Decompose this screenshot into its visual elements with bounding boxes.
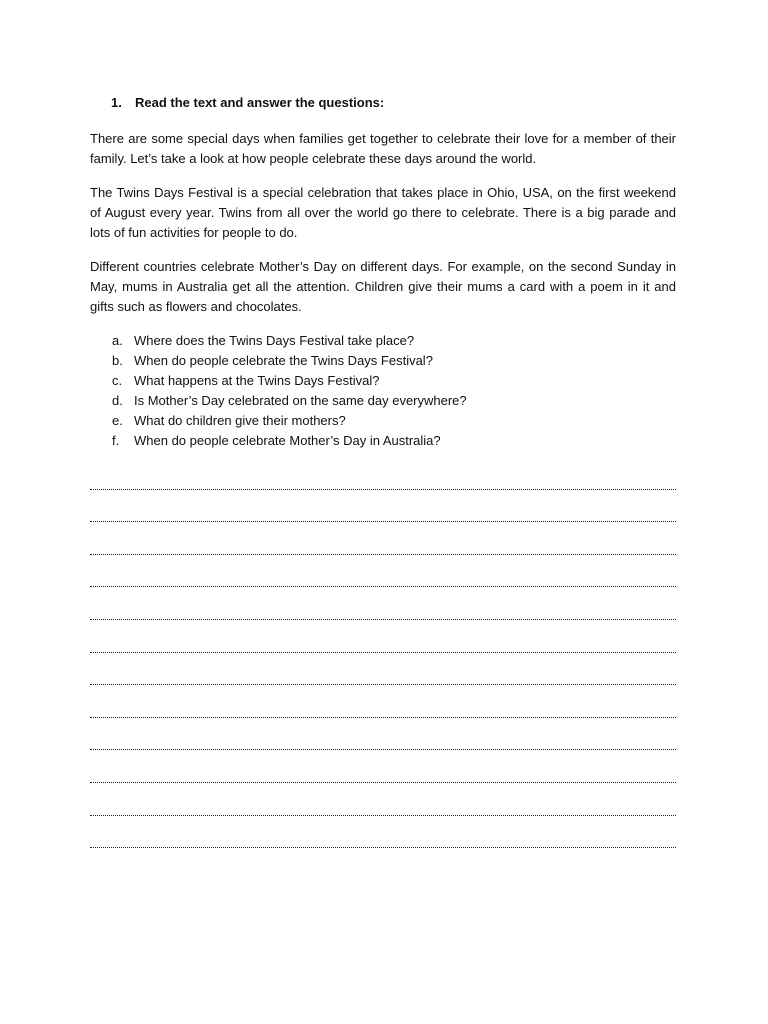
dotted-rule — [90, 684, 676, 685]
mothers-day-paragraph: Different countries celebrate Mother’s Day on different days. For example, on the second Sunday in May, mums in Australia get all the attention. Children give their mums a card with a poem in it and gifts such as flowers and chocolates. — [90, 259, 676, 314]
answer-line[interactable] — [90, 756, 676, 789]
dotted-rule — [90, 554, 676, 555]
exercise-number: 1. — [111, 95, 122, 110]
worksheet — [90, 93, 676, 854]
question-letter: b. — [112, 353, 123, 368]
question-text: When do people celebrate the Twins Days Festival? — [134, 353, 433, 368]
dotted-rule — [90, 749, 676, 750]
answer-line[interactable] — [90, 528, 676, 561]
answer-line[interactable] — [90, 463, 676, 496]
exercise-heading — [90, 93, 676, 113]
question-letter: d. — [112, 393, 123, 408]
answer-line[interactable] — [90, 724, 676, 757]
dotted-rule — [90, 489, 676, 490]
question-text: What happens at the Twins Days Festival? — [134, 373, 380, 388]
question-letter: e. — [112, 413, 123, 428]
dotted-rule — [90, 619, 676, 620]
question-letter: a. — [112, 333, 123, 348]
answer-line[interactable] — [90, 789, 676, 822]
dotted-rule — [90, 815, 676, 816]
question-item — [90, 351, 676, 371]
question-item — [90, 331, 676, 351]
question-letter: c. — [112, 373, 123, 388]
question-item — [90, 371, 676, 391]
question-item — [90, 391, 676, 411]
answer-line[interactable] — [90, 593, 676, 626]
answer-area[interactable] — [90, 463, 676, 854]
answer-line[interactable] — [90, 561, 676, 594]
answer-line[interactable] — [90, 496, 676, 529]
answer-line[interactable] — [90, 822, 676, 855]
dotted-rule — [90, 717, 676, 718]
dotted-rule — [90, 782, 676, 783]
question-item — [90, 411, 676, 431]
twins-festival-paragraph: The Twins Days Festival is a special celebration that takes place in Ohio, USA, on the first weekend of August every year. Twins from all over the world go there to celebrate. There is a big parade and lots of fun activities for people to do. — [90, 185, 676, 240]
intro-paragraph: There are some special days when families get together to celebrate their love for a member of their family. Let’s take a look at how people celebrate these days around the world. — [90, 131, 676, 166]
dotted-rule — [90, 652, 676, 653]
question-item — [90, 431, 676, 451]
question-letter: f. — [112, 433, 120, 448]
question-text: When do people celebrate Mother’s Day in Australia? — [134, 433, 441, 448]
exercise-instruction: Read the text and answer the questions: — [135, 95, 385, 110]
question-text: Where does the Twins Days Festival take place? — [134, 333, 415, 348]
dotted-rule — [90, 847, 676, 848]
dotted-rule — [90, 521, 676, 522]
dotted-rule — [90, 586, 676, 587]
answer-line[interactable] — [90, 626, 676, 659]
question-text: Is Mother’s Day celebrated on the same day everywhere? — [134, 393, 467, 408]
question-text: What do children give their mothers? — [134, 413, 346, 428]
question-list — [90, 331, 676, 451]
answer-line[interactable] — [90, 659, 676, 692]
answer-line[interactable] — [90, 691, 676, 724]
